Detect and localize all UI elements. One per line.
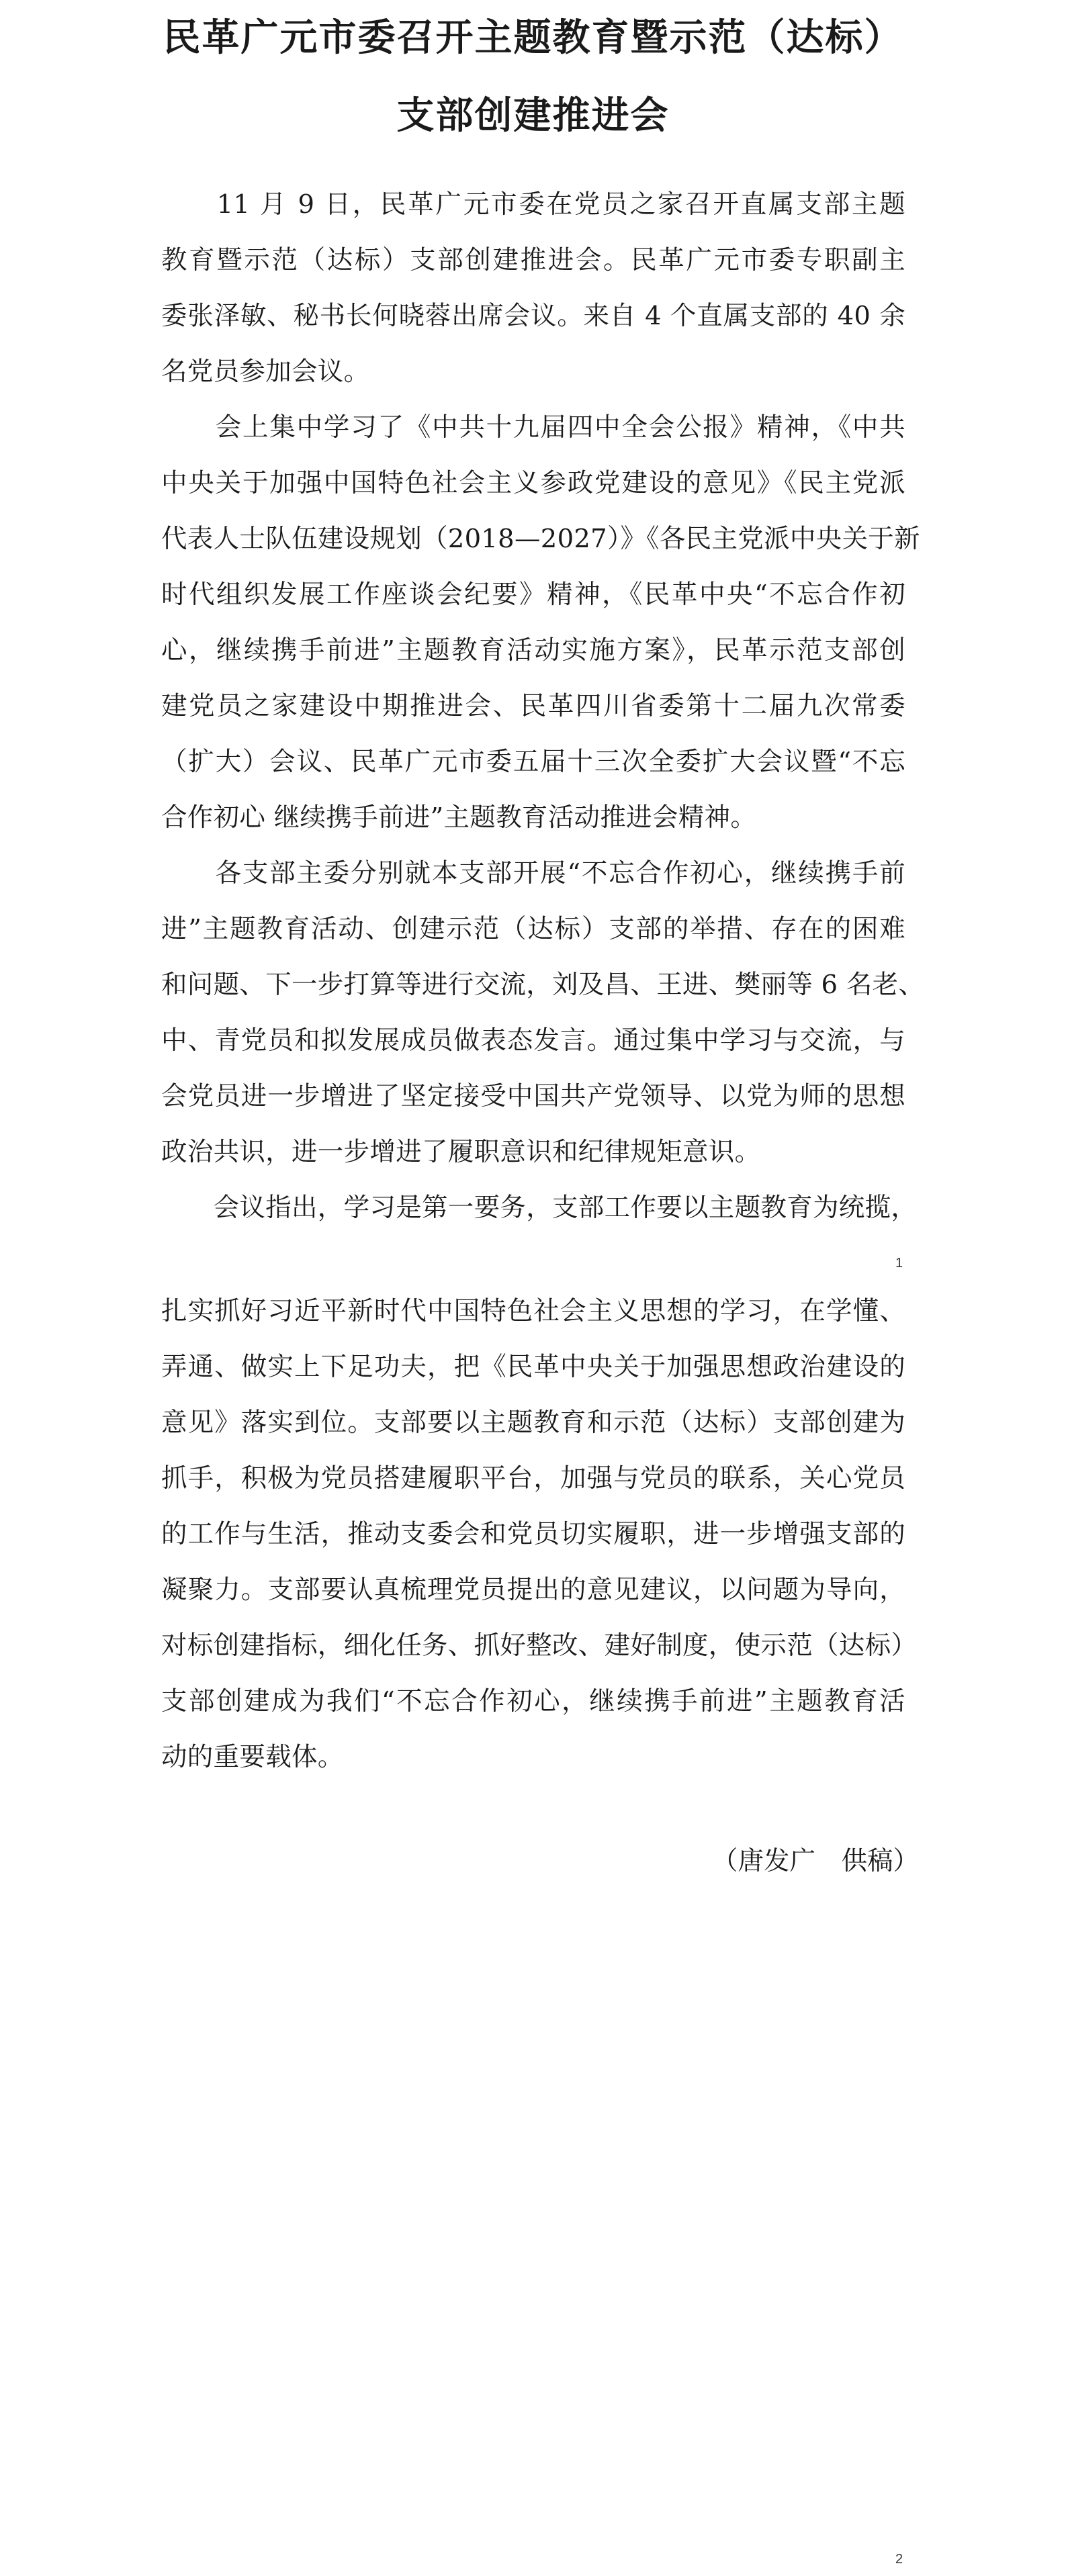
text-line: 合作初心 继续携手前进”主题教育活动推进会精神。 bbox=[161, 802, 757, 833]
text-line: 凝聚力。支部要认真梳理党员提出的意见建议，以问题为导向， bbox=[161, 1575, 905, 1605]
text-line: 心，继续携手前进”主题教育活动实施方案》，民革示范支部创 bbox=[161, 635, 905, 665]
text-line: 的工作与生活，推动支委会和党员切实履职，进一步增强支部的 bbox=[161, 1519, 905, 1549]
page-number: 1 bbox=[895, 1256, 903, 1271]
text-line: 对标创建指标，细化任务、抓好整改、建好制度，使示范（达标） bbox=[161, 1630, 918, 1661]
text-line: 扎实抓好习近平新时代中国特色社会主义思想的学习，在学懂、 bbox=[161, 1296, 905, 1326]
text-line: 进”主题教育活动、创建示范（达标）支部的举措、存在的困难 bbox=[161, 914, 905, 944]
text-line: 建党员之家建设中期推进会、民革四川省委第十二届九次常委 bbox=[161, 691, 905, 721]
text-line: 支部创建成为我们“不忘合作初心，继续携手前进”主题教育活 bbox=[161, 1686, 905, 1716]
text-line: 会上集中学习了《中共十九届四中全会公报》精神，《中共 bbox=[161, 412, 905, 443]
text-line: 教育暨示范（达标）支部创建推进会。民革广元市委专职副主 bbox=[161, 245, 905, 275]
text-line: 委张泽敏、秘书长何晓蓉出席会议。来自 4 个直属支部的 40 余 bbox=[161, 301, 905, 331]
text-line: （扩大）会议、民革广元市委五届十三次全委扩大会议暨“不忘 bbox=[161, 747, 905, 777]
text-line: 会党员进一步增进了坚定接受中国共产党领导、以党为师的思想 bbox=[161, 1081, 905, 1111]
text-line: 各支部主委分别就本支部开展“不忘合作初心，继续携手前 bbox=[161, 858, 905, 888]
text-line: 11 月 9 日，民革广元市委在党员之家召开直属支部主题 bbox=[161, 189, 905, 220]
text-line: 中、青党员和拟发展成员做表态发言。通过集中学习与交流，与 bbox=[161, 1025, 905, 1056]
text-line: 名党员参加会议。 bbox=[161, 357, 370, 387]
page-number: 2 bbox=[895, 2552, 903, 2567]
text-line: 中央关于加强中国特色社会主义参政党建设的意见》《民主党派 bbox=[161, 468, 905, 498]
text-line: 会议指出，学习是第一要务，支部工作要以主题教育为统揽， bbox=[161, 1193, 918, 1223]
text-line: 动的重要载体。 bbox=[161, 1742, 344, 1772]
document-title-line-1: 民革广元市委召开主题教育暨示范（达标） bbox=[163, 16, 903, 60]
text-line: 弄通、做实上下足功夫，把《民革中央关于加强思想政治建设的 bbox=[161, 1352, 905, 1382]
text-line: 代表人士队伍建设规划（2018—2027）》《各民主党派中央关于新 bbox=[161, 524, 920, 554]
text-line: 意见》落实到位。支部要以主题教育和示范（达标）支部创建为 bbox=[161, 1408, 905, 1438]
text-line: 和问题、下一步打算等进行交流，刘及昌、王进、樊丽等 6 名老、 bbox=[161, 970, 925, 1000]
text-line: 抓手，积极为党员搭建履职平台，加强与党员的联系，关心党员 bbox=[161, 1463, 905, 1493]
text-line: 时代组织发展工作座谈会纪要》精神，《民革中央“不忘合作初 bbox=[161, 580, 905, 610]
author-signature: （唐发广 供稿） bbox=[712, 1846, 920, 1876]
text-line: 政治共识，进一步增进了履职意识和纪律规矩意识。 bbox=[161, 1137, 761, 1167]
document-title-line-2: 支部创建推进会 bbox=[396, 94, 670, 138]
